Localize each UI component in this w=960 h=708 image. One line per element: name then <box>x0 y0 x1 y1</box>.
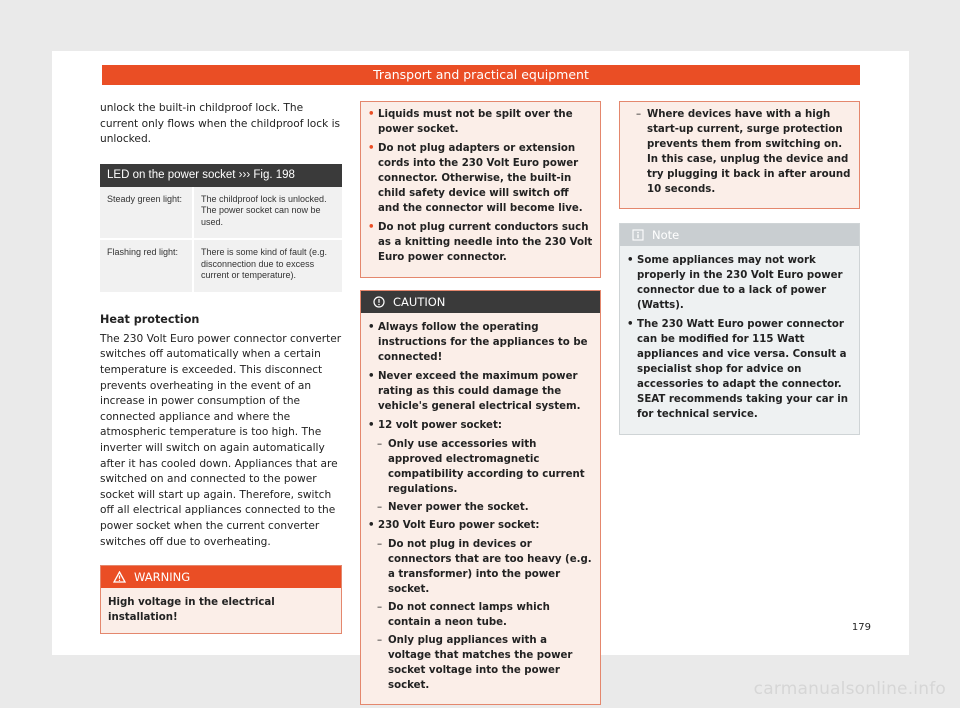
list-item: • Never exceed the maximum power rating as this could damage the vehicle's general electrical system. <box>368 371 581 412</box>
warning-title: WARNING <box>134 570 191 585</box>
dash-icon: – <box>377 539 383 550</box>
table-cell-value: The childproof lock is unlocked. The power socket can now be used. <box>193 187 342 240</box>
caution-continued-body <box>620 102 859 208</box>
caution-circle-icon <box>373 296 385 308</box>
intro-paragraph: unlock the built-in childproof lock. The current only flows when the childproof lock is unlocked. <box>100 102 341 146</box>
bullet-icon: • <box>368 109 375 120</box>
list-item: • 230 Volt Euro power socket: <box>368 520 540 531</box>
dash-icon: – <box>636 109 642 120</box>
note-body <box>620 246 859 434</box>
list-item: • Liquids must not be spilt over the power socket. <box>368 109 573 135</box>
column-3 <box>619 101 860 435</box>
led-table-header: LED on the power socket ››› Fig. 198 <box>100 164 342 187</box>
heat-protection-paragraph: The 230 Volt Euro power connector converter switches off automatically when a certain temperature is exceeded. This disconnect prevents overheating in the event of an increase in power consumption of the connected appliance and where the atmospheric temperature is too high. The inverter will switch on again automatically after it has cooled down. Appliances that are switched on and connected to the power socket will start up again. Therefore, switch off all electrical appliances connected to the power socket when the current converter switches off due to overheating. <box>100 332 342 548</box>
dash-icon: – <box>377 635 383 646</box>
caution-header <box>361 291 600 313</box>
note-header <box>620 224 859 246</box>
bullet-icon: • <box>368 322 375 333</box>
warning-continued-box <box>360 101 601 278</box>
bullet-icon: • <box>627 255 634 266</box>
sub-list-item: – Never power the socket. <box>377 502 529 513</box>
note-box <box>619 223 860 435</box>
page-number: 179 <box>851 622 871 633</box>
sub-list-item: – Only use accessories with approved electromagnetic compatibility according to current regulations. <box>377 439 585 495</box>
bullet-icon: • <box>368 420 375 431</box>
column-2 <box>360 101 601 705</box>
list-item: • Always follow the operating instructions for the appliances to be connected! <box>368 322 588 363</box>
sub-list-item: – Do not connect lamps which contain a neon tube. <box>377 602 550 628</box>
warning-header <box>101 566 341 588</box>
table-row <box>100 239 342 293</box>
caution-continued-box <box>619 101 860 209</box>
list-item: • Do not plug adapters or extension cords into the 230 Volt Euro power connector. Otherwise, the built-in child safety device will switch off and the connector will become live. <box>368 143 583 214</box>
caution-body <box>361 313 600 704</box>
dash-icon: – <box>377 439 383 450</box>
warning-triangle-icon <box>113 571 126 583</box>
dash-icon: – <box>377 502 383 513</box>
heat-protection-heading: Heat protection <box>100 312 200 326</box>
info-icon <box>632 229 644 241</box>
watermark-text: carmanualsonline.info <box>753 679 946 699</box>
list-item: • 12 volt power socket: <box>368 420 502 431</box>
led-status-table <box>100 164 342 294</box>
bullet-icon: • <box>627 319 634 330</box>
note-title: Note <box>652 228 680 242</box>
bullet-icon: • <box>368 520 375 531</box>
manual-page <box>52 51 909 691</box>
dash-icon: – <box>377 602 383 613</box>
sub-list-item: – Do not plug in devices or connectors that are too heavy (e.g. a transformer) into the power socket. <box>377 539 592 595</box>
list-item: • Some appliances may not work properly in the 230 Volt Euro power connector due to a lack of power (Watts). <box>627 255 843 311</box>
bullet-icon: • <box>368 143 375 154</box>
bullet-icon: • <box>368 222 375 233</box>
sub-list-item: – Where devices have with a high start-up current, surge protection prevents them from switching on. In this case, unplug the device and try plugging it back in after around 10 seconds. <box>636 109 851 195</box>
column-1 <box>100 101 342 634</box>
warning-text: High voltage in the electrical installation! <box>108 597 275 624</box>
table-cell-label: Flashing red light: <box>100 239 193 293</box>
table-row <box>100 187 342 240</box>
section-header: Transport and practical equipment <box>102 65 860 85</box>
table-cell-label: Steady green light: <box>100 187 193 240</box>
caution-title: CAUTION <box>393 295 446 309</box>
list-item: • The 230 Watt Euro power connector can be modified for 115 Watt appliances and vice versa. Consult a specialist shop for advice on accessories to adapt the connector. SEAT recommends taking your car in for technical service. <box>627 319 848 420</box>
caution-box <box>360 290 601 705</box>
warning-box <box>100 565 342 634</box>
bullet-icon: • <box>368 371 375 382</box>
list-item: • Do not plug current conductors such as a knitting needle into the 230 Volt Euro power connector. <box>368 222 593 263</box>
warning-body <box>101 588 341 633</box>
table-cell-value: There is some kind of fault (e.g. disconnection due to excess current or temperature). <box>193 239 342 293</box>
sub-list-item: – Only plug appliances with a voltage that matches the power socket voltage into the power socket. <box>377 635 573 691</box>
warning-continued-body <box>361 102 600 277</box>
